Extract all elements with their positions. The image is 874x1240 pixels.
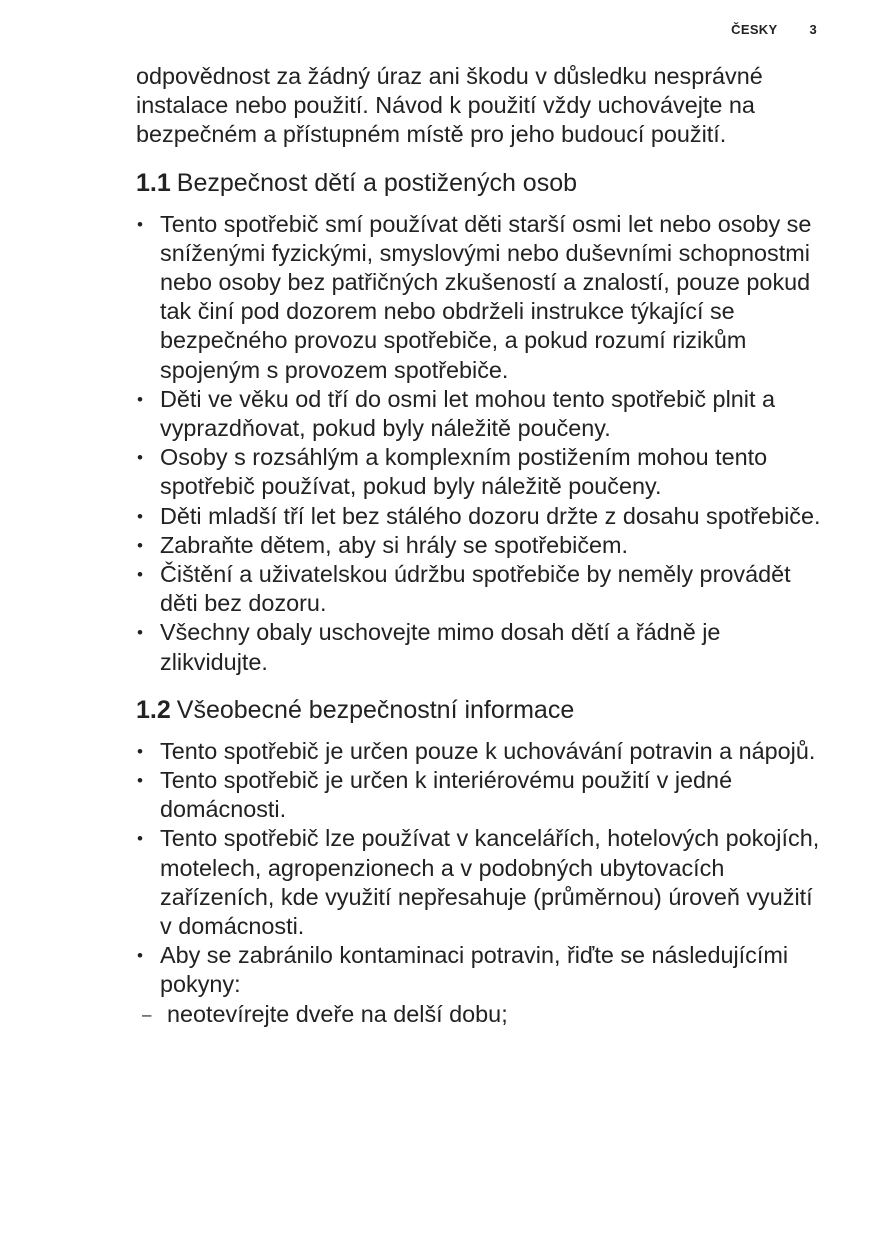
- list-item: • Tento spotřebič smí používat děti starší osmi let nebo osoby se sníženými fyzickými, smyslovými nebo duševními schopnostmi nebo osoby bez patřičných zkušeností a znalostí, pouze pokud tak činí pod dozorem nebo obdrželi instrukce týkající se bezpečného provozu spotřebiče, a pokud rozumí rizikům spojeným s provozem spotřebiče.: [136, 210, 826, 385]
- language-label: ČESKY: [731, 22, 778, 37]
- list-item: • Tento spotřebič je určen k interiérovému použití v jedné domácnosti.: [136, 766, 826, 824]
- list-item: • Děti mladší tří let bez stálého dozoru držte z dosahu spotřebiče.: [136, 502, 826, 531]
- running-header: [731, 22, 817, 37]
- document-body: [136, 62, 826, 1029]
- list-item: • Tento spotřebič lze používat v kancelářích, hotelových pokojích, motelech, agropenzionech a v podobných ubytovacích zařízeních, kde využití nepřesahuje (průměrnou) úroveň využití v domácnosti.: [136, 824, 826, 941]
- list-item: • Tento spotřebič je určen pouze k uchovávání potravin a nápojů.: [136, 737, 826, 766]
- list-item: • Aby se zabránilo kontaminaci potravin, řiďte se následujícími pokyny:: [136, 941, 826, 999]
- list-item: • Všechny obaly uschovejte mimo dosah dětí a řádně je zlikvidujte.: [136, 618, 826, 676]
- section-number: 1.2: [136, 695, 171, 724]
- section-heading-1-2: [136, 693, 826, 727]
- bullet-list-1-2: [136, 737, 826, 1000]
- list-item: • Osoby s rozsáhlým a komplexním postižením mohou tento spotřebič používat, pokud byly náležitě poučeny.: [136, 443, 826, 501]
- intro-paragraph: odpovědnost za žádný úraz ani škodu v důsledku nesprávné instalace nebo použití. Návod k použití vždy uchovávejte na bezpečném a přístupném místě pro jeho budoucí použití.: [136, 63, 763, 148]
- section-title: Všeobecné bezpečnostní informace: [176, 695, 575, 724]
- sub-list-item: – neotevírejte dveře na delší dobu;: [136, 1000, 826, 1029]
- list-item: • Čištění a uživatelskou údržbu spotřebiče by neměly provádět děti bez dozoru.: [136, 560, 826, 618]
- section-number: 1.1: [136, 168, 171, 197]
- page-number: 3: [809, 22, 817, 37]
- section-title: Bezpečnost dětí a postižených osob: [176, 168, 578, 197]
- list-item: • Zabraňte dětem, aby si hrály se spotřebičem.: [136, 531, 826, 560]
- list-item: • Děti ve věku od tří do osmi let mohou tento spotřebič plnit a vyprazdňovat, pokud byly náležitě poučeny.: [136, 385, 826, 443]
- dash-sublist: [136, 1000, 826, 1029]
- section-heading-1-1: [136, 166, 826, 200]
- bullet-list-1-1: [136, 210, 826, 677]
